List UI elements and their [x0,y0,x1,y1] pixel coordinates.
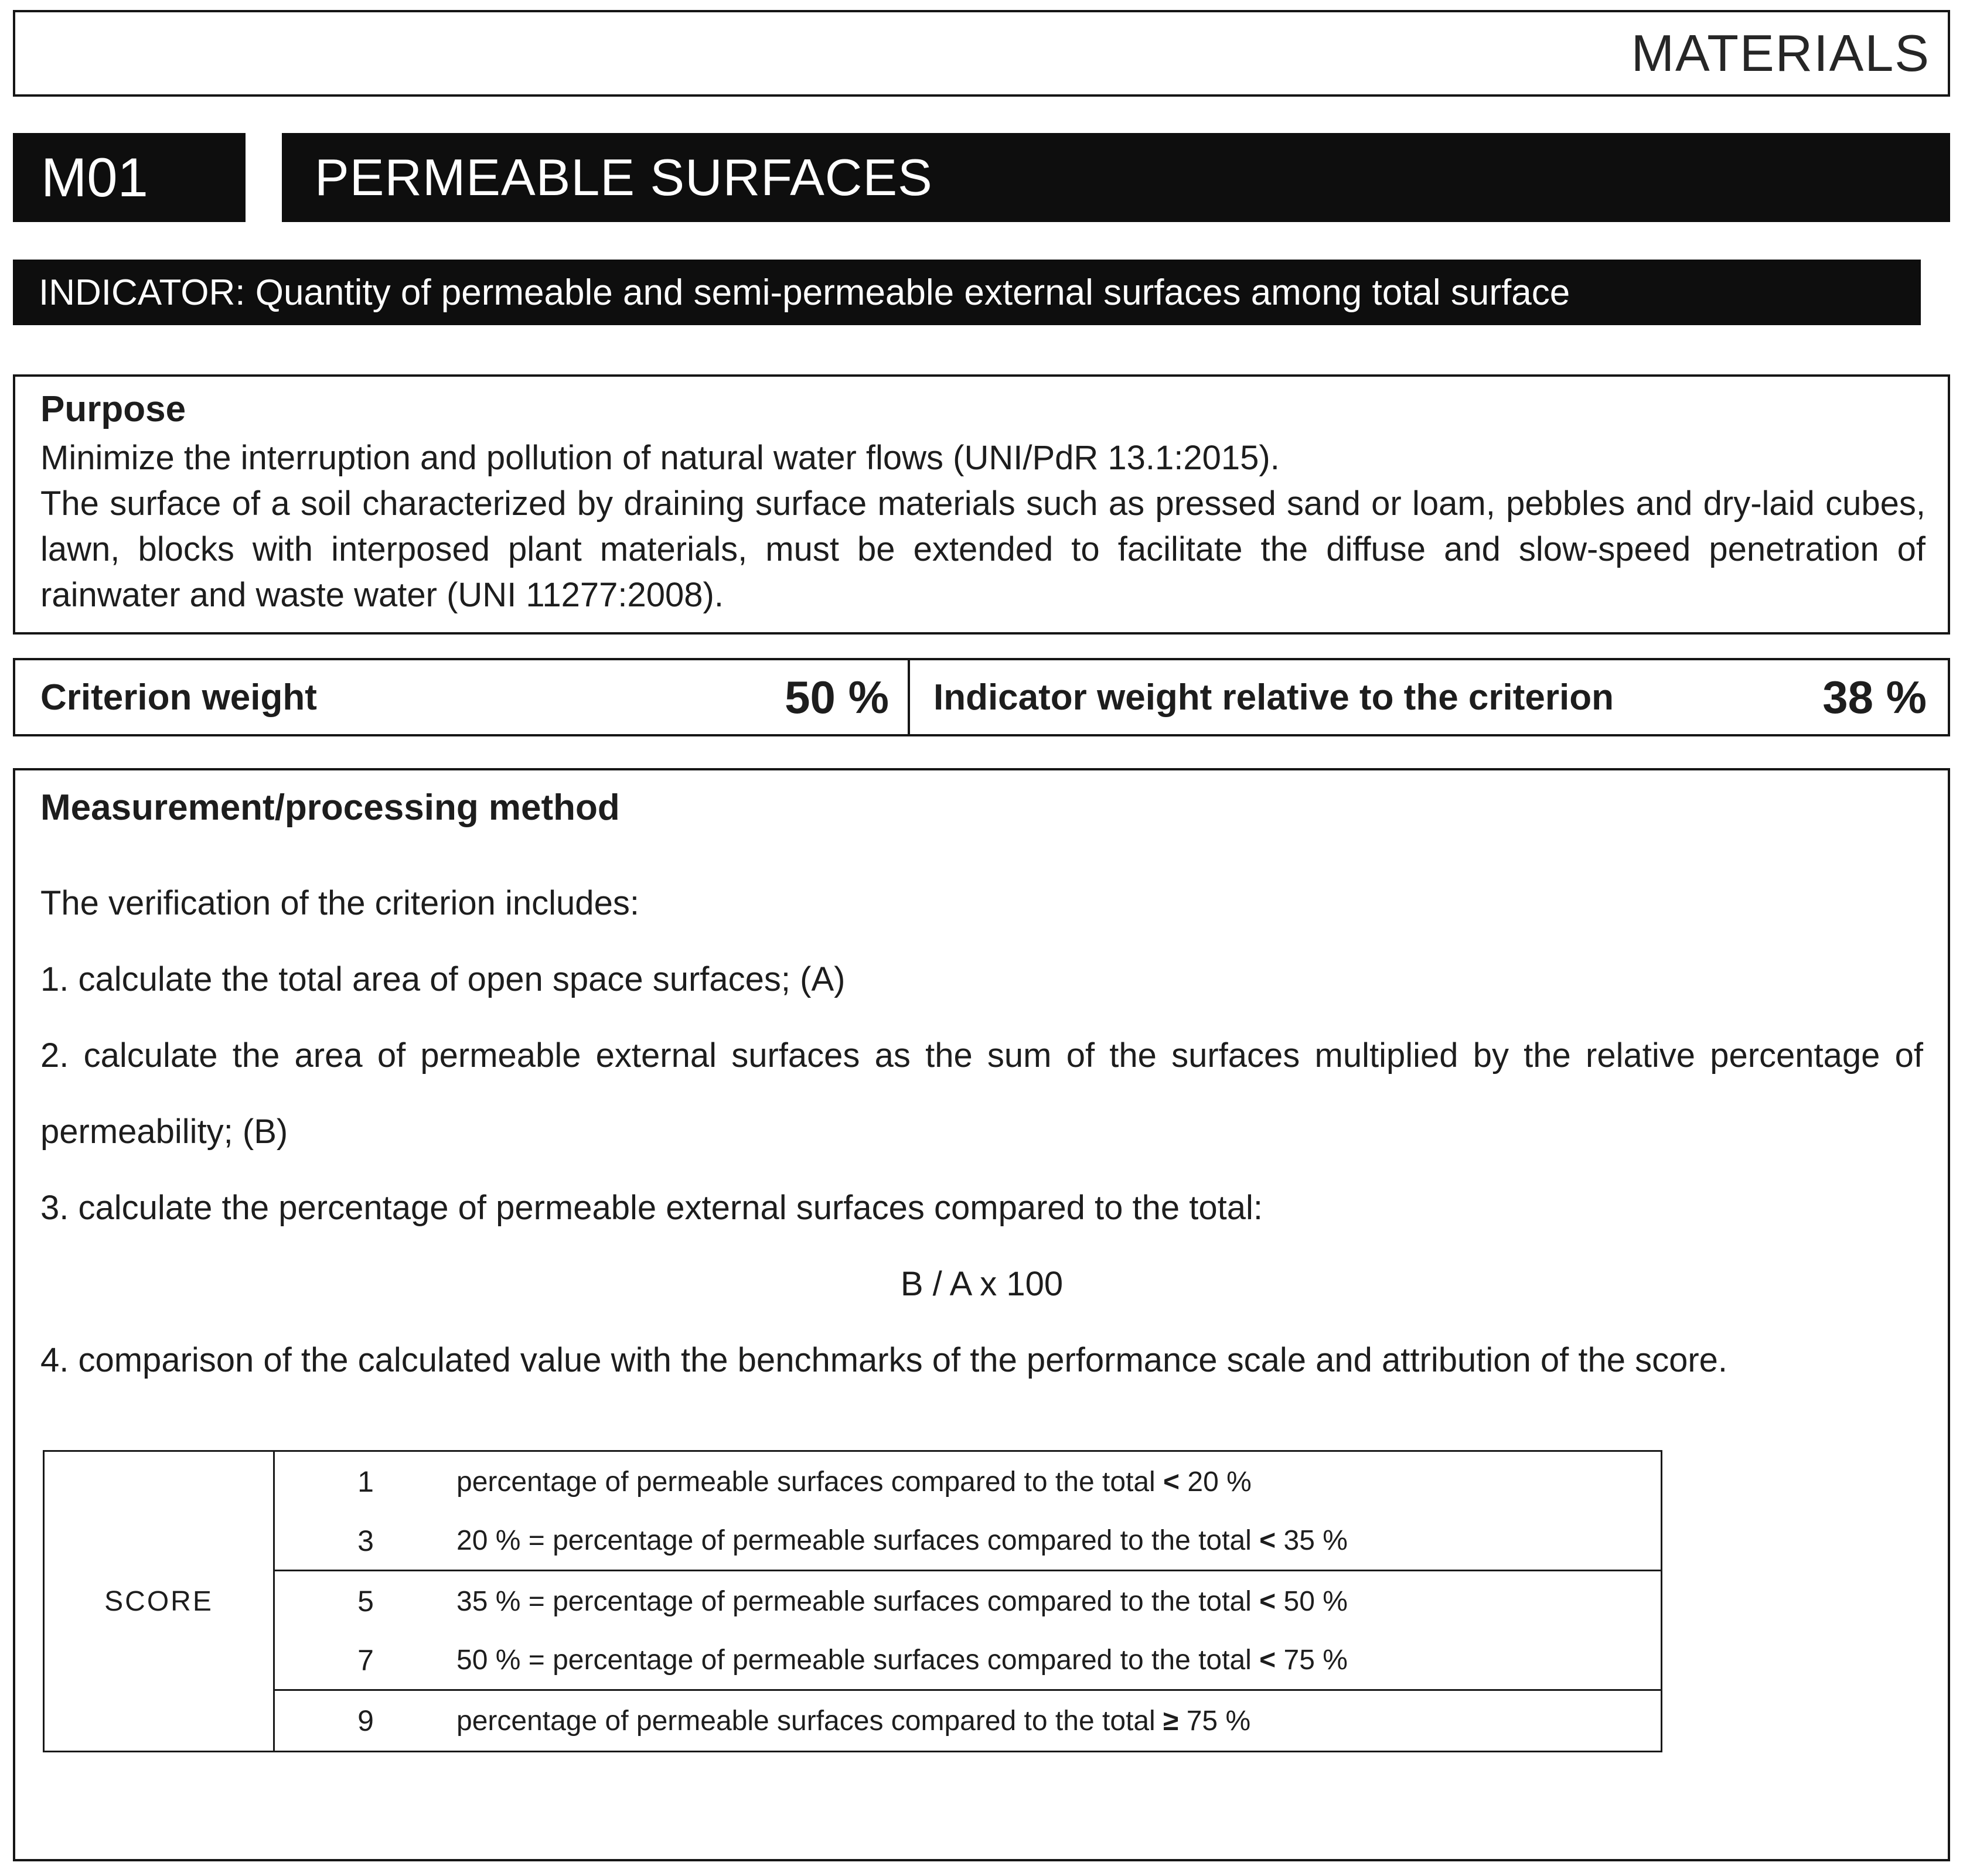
score-description-text: 35 % = percentage of permeable surfaces compared to the total [456,1585,1260,1617]
method-formula: B / A x 100 [900,1265,1064,1303]
criterion-weight-label: Criterion weight [40,677,317,718]
score-row [275,1452,1661,1512]
page-title: PERMEABLE SURFACES [315,148,933,206]
score-description [456,1705,1661,1737]
purpose-paragraph: The surface of a soil characterized by draining surface materials such as pressed sand or loam, pebbles and dry-laid cubes, lawn, blocks with interposed plant materials, must be extended to facilitate the diffuse and slow-speed penetration of rainwater and waste water (UNI 11277:2008). [40,485,1925,614]
score-value: 9 [357,1704,374,1737]
score-description-text: 50 % = percentage of permeable surfaces compared to the total [456,1645,1260,1676]
criterion-weight-cell [15,660,910,734]
score-comparison-operator: < [1259,1585,1276,1617]
score-row [275,1571,1661,1631]
indicator-bar [13,260,1921,325]
method-step-1: 1. calculate the total area of open space surfaces; (A) [40,960,846,998]
score-row [275,1691,1661,1751]
score-threshold: 50 % [1276,1585,1348,1617]
score-value: 3 [357,1524,374,1557]
score-value: 5 [357,1585,374,1618]
criterion-code: M01 [41,146,148,208]
score-comparison-operator: ≥ [1163,1705,1179,1737]
purpose-paragraph: Minimize the interruption and pollution of natural water flows (UNI/PdR 13.1:2015). [40,439,1280,477]
score-threshold: 75 % [1276,1645,1348,1676]
method-step-2: 2. calculate the area of permeable external surfaces as the sum of the surfaces multiplied by the relative percentage of permeability; (B) [40,1036,1923,1151]
score-value: 1 [357,1465,374,1498]
indicator-weight-value: 38 % [1822,671,1927,723]
score-table-row-header [45,1452,275,1751]
method-step-3: 3. calculate the percentage of permeable external surfaces compared to the total: [40,1189,1263,1227]
score-description-text: 20 % = percentage of permeable surfaces compared to the total [456,1525,1260,1556]
score-description [456,1524,1661,1557]
score-comparison-operator: < [1259,1525,1276,1556]
criterion-weight-value: 50 % [785,671,889,723]
section-label: MATERIALS [1631,24,1930,82]
weights-row [13,658,1950,736]
score-description-text: percentage of permeable surfaces compared to the total [456,1466,1164,1498]
score-threshold: 35 % [1276,1525,1348,1556]
score-comparison-operator: < [1259,1645,1276,1676]
score-description [456,1585,1661,1618]
score-description [456,1466,1661,1498]
method-heading: Measurement/processing method [40,787,620,828]
indicator-weight-label: Indicator weight relative to the criterion [933,677,1614,718]
score-row [275,1631,1661,1691]
criterion-title-bar [13,133,1950,222]
purpose-section [13,374,1950,635]
score-description [456,1644,1661,1676]
score-comparison-operator: < [1163,1466,1180,1498]
score-row [275,1512,1661,1571]
method-section [13,768,1950,1861]
score-threshold: 20 % [1180,1466,1252,1498]
section-header-box [13,10,1950,97]
score-threshold: 75 % [1178,1705,1251,1737]
method-step-4: 4. comparison of the calculated value with the benchmarks of the performance scale and attribution of the score. [40,1341,1728,1379]
indicator-text: INDICATOR: Quantity of permeable and semi-permeable external surfaces among total surface [39,272,1570,313]
purpose-heading: Purpose [40,389,186,429]
score-table [43,1450,1662,1752]
method-body [40,865,1923,1399]
score-table-rows [275,1452,1661,1751]
indicator-weight-cell [910,660,1948,734]
method-intro: The verification of the criterion includes: [40,884,639,922]
score-table-row-header-label: SCORE [104,1585,213,1617]
header-divider-strip [246,133,282,222]
score-description-text: percentage of permeable surfaces compared to the total [456,1705,1164,1737]
score-value: 7 [357,1643,374,1677]
